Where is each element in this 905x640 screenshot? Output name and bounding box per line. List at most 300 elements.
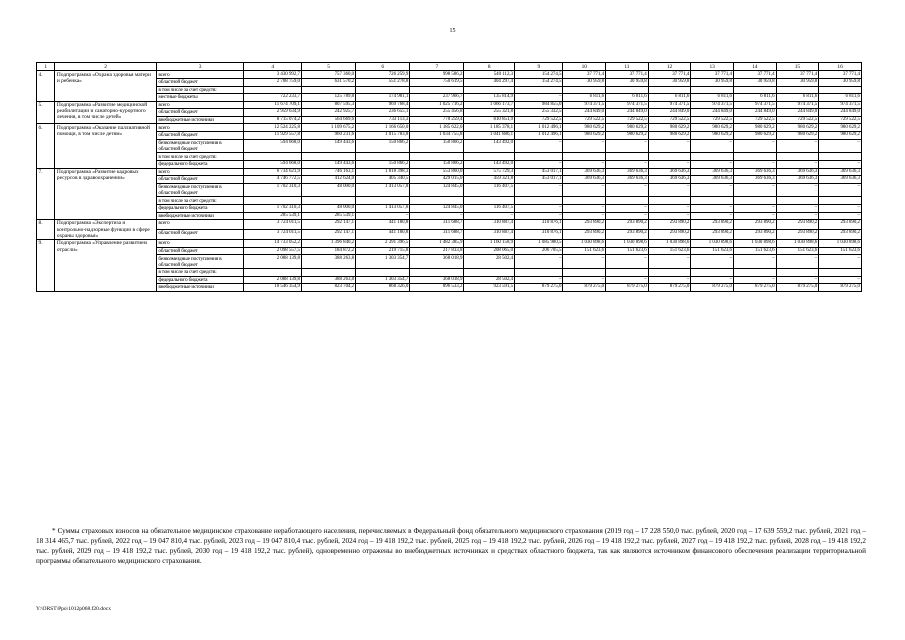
amount-cell: 124 845,0 [410,183,464,197]
table-row [37,230,862,240]
section-number: 7. [37,168,55,220]
amount-cell: 729 522,5 [648,116,691,124]
amount-cell: – [356,212,410,220]
funding-source-label: областной бюджет [156,109,244,117]
amount-cell: 293 890,2 [776,230,819,240]
amount-cell: 143 492,0 [464,160,515,168]
amount-cell: 2 088 139,8 [244,276,302,284]
amount-cell: 369 636,3 [819,176,862,184]
amount-cell: 208 065,0 [464,247,515,255]
amount-cell: 237 966,7 [410,94,464,102]
amount-cell [563,269,606,277]
table-row [37,168,862,176]
amount-cell: 125 789,8 [301,94,355,102]
amount-cell: 1 025 716,2 [410,101,464,109]
amount-cell: 6 811,6 [776,94,819,102]
amount-cell: – [606,255,649,269]
amount-cell: 823 704,2 [301,284,355,292]
amount-cell: 2 391 396,5 [356,240,410,248]
amount-cell: 729 522,5 [606,116,649,124]
amount-cell: – [563,139,606,153]
amount-cell: 6 811,6 [733,94,776,102]
amount-cell: 3 724 011,5 [244,220,302,230]
amount-cell: 293 890,2 [648,230,691,240]
amount-cell: 293 890,2 [733,230,776,240]
amount-cell [515,86,563,94]
amount-cell [563,86,606,94]
column-number-cell: 8 [464,63,515,71]
amount-cell: 293 890,2 [819,220,862,230]
amount-cell: 369 636,3 [691,168,734,176]
amount-cell: 807 595,3 [301,101,355,109]
amount-cell: 404 297,4 [464,78,515,86]
amount-cell: 1 185 622,0 [410,124,464,132]
amount-cell: 2 708 759,0 [244,78,302,86]
amount-cell: – [648,139,691,153]
amount-cell: 37 771,4 [606,71,649,79]
amount-cell: 984 855,0 [515,101,563,109]
amount-cell: 1 030 898,6 [563,240,606,248]
amount-cell [563,153,606,161]
amount-cell: 974 371,5 [819,101,862,109]
amount-cell: 896 533,2 [410,284,464,292]
amount-cell [691,269,734,277]
funding-source-label: в том числе за счет средств: [156,86,244,94]
amount-cell: 293 890,2 [691,230,734,240]
amount-cell: 974 371,5 [776,101,819,109]
amount-cell: 729 522,5 [691,116,734,124]
amount-cell: 6 734 621,9 [244,168,302,176]
amount-cell: 729 522,5 [563,116,606,124]
amount-cell [691,86,734,94]
table-row [37,139,862,153]
amount-cell: 1 030 898,6 [733,240,776,248]
amount-cell: 564 669,6 [301,116,355,124]
amount-cell [819,153,862,161]
amount-cell: – [563,212,606,220]
amount-cell: 729 522,5 [819,116,862,124]
amount-cell [648,269,691,277]
amount-cell: – [515,160,563,168]
amount-cell: 868 326,0 [356,284,410,292]
amount-cell [356,153,410,161]
amount-cell: 980 629,2 [606,124,649,132]
amount-cell: – [691,276,734,284]
amount-cell: 441 180,8 [356,230,410,240]
amount-cell [244,86,302,94]
amount-cell: 1 012 496,1 [515,124,563,132]
amount-cell: 30 959,8 [606,78,649,86]
amount-cell: – [648,183,691,197]
amount-cell: 594 668,0 [244,139,302,153]
amount-cell: 1 030 898,6 [606,240,649,248]
amount-cell: 37 771,4 [563,71,606,79]
funding-source-label: областной бюджет [156,176,244,184]
amount-cell: 310 887,4 [464,220,515,230]
amount-cell [244,197,302,205]
amount-cell [733,197,776,205]
amount-cell: 310 876,1 [515,220,563,230]
amount-cell: 368 018,9 [410,276,464,284]
column-number-cell: 13 [691,63,734,71]
amount-cell: – [563,183,606,197]
amount-cell: 974 371,5 [606,101,649,109]
amount-cell: 369 636,3 [819,168,862,176]
funding-source-label: в том числе за счет средств: [156,197,244,205]
amount-cell: 311 688,7 [410,230,464,240]
amount-cell: 154 274,5 [515,71,563,79]
amount-cell: 1 396 840,2 [301,240,355,248]
funding-source-label: внебюджетные источники [156,116,244,124]
amount-cell [776,197,819,205]
amount-cell: 974 371,5 [563,101,606,109]
column-number-cell: 11 [606,63,649,71]
amount-cell: 244 849,0 [733,109,776,117]
amount-cell: 255 321,8 [464,109,515,117]
amount-cell: 1 030 898,6 [776,240,819,248]
table-row [37,132,862,140]
funding-source-label: всего [156,168,244,176]
amount-cell: 48 000,0 [301,205,355,213]
column-number-cell: 16 [819,63,862,71]
amount-cell: 750 619,5 [410,78,464,86]
amount-cell: 733 113,3 [356,116,410,124]
amount-cell [356,86,410,94]
amount-cell: 405 340,5 [356,176,410,184]
column-number-cell: 12 [648,63,691,71]
amount-cell: 184 872,2 [301,247,355,255]
amount-cell: – [733,205,776,213]
amount-cell: 923 591,5 [464,284,515,292]
amount-cell: 244 849,0 [691,109,734,117]
amount-cell: 6 811,6 [563,94,606,102]
amount-cell: 37 771,4 [691,71,734,79]
amount-cell: 388 263,8 [301,276,355,284]
amount-cell: 28 502,4 [464,255,515,269]
amount-cell: 244 849,0 [819,109,862,117]
amount-cell: – [733,183,776,197]
amount-cell: 722 233,7 [244,94,302,102]
amount-cell: 124 845,0 [410,205,464,213]
amount-cell: 6 811,6 [606,94,649,102]
amount-cell: – [776,276,819,284]
amount-cell: 2 959 634,9 [244,109,302,117]
funding-table [36,62,862,292]
amount-cell: 149 443,6 [301,139,355,153]
amount-cell [606,153,649,161]
amount-cell: 974 371,5 [691,101,734,109]
amount-cell: 293 890,2 [563,230,606,240]
amount-cell: 879 275,0 [606,284,649,292]
amount-cell: 1 012 496,1 [515,132,563,140]
amount-cell: – [563,205,606,213]
column-number-cell: 1 [37,63,55,71]
amount-cell: 980 629,2 [819,132,862,140]
amount-cell [301,153,355,161]
amount-cell [606,86,649,94]
amount-cell: 369 636,3 [776,176,819,184]
amount-cell: 2 098 557,5 [244,247,302,255]
amount-cell: 757 360,0 [301,71,355,79]
table-row [37,78,862,86]
amount-cell: 6 811,6 [691,94,734,102]
table-row [37,124,862,132]
amount-cell: 980 629,2 [648,124,691,132]
amount-cell: 810 851,9 [464,116,515,124]
amount-cell: 242 925,7 [301,109,355,117]
amount-cell: 974 371,5 [648,101,691,109]
amount-cell: – [691,183,734,197]
amount-cell: 293 890,2 [819,230,862,240]
amount-cell: 1 413 057,8 [356,183,410,197]
funding-source-label: в том числе за счет средств: [156,153,244,161]
amount-cell: 206 705,5 [515,247,563,255]
amount-cell: – [606,205,649,213]
amount-cell: 143 492,0 [464,139,515,153]
amount-cell [464,153,515,161]
amount-cell: 244 849,0 [563,109,606,117]
amount-cell: 1 166 650,0 [356,124,410,132]
amount-cell: 412 624,0 [301,176,355,184]
amount-cell: 293 890,2 [776,220,819,230]
column-number-cell: 15 [776,63,819,71]
amount-cell: 540 112,3 [464,71,515,79]
amount-cell: 980 629,2 [563,132,606,140]
amount-cell: 151 623,6 [691,247,734,255]
table-row [37,86,862,94]
column-number-row [37,63,862,71]
amount-cell [244,269,302,277]
amount-cell [356,269,410,277]
amount-cell: 960 231,6 [301,132,355,140]
table-row [37,101,862,109]
funding-source-label: областной бюджет [156,78,244,86]
table-row [37,71,862,79]
amount-cell: 310 887,4 [464,230,515,240]
amount-cell: 980 629,2 [563,124,606,132]
amount-cell: 310 876,1 [515,230,563,240]
amount-cell: – [606,139,649,153]
funding-source-label: внебюджетные источники [156,212,244,220]
amount-cell: 12 524 225,8 [244,124,302,132]
table-row [37,255,862,269]
amount-cell [606,269,649,277]
funding-source-label: в том числе за счет средств: [156,269,244,277]
subprogram-name: Подпрограмма «Охрана здоровья матери и ребенка» [55,71,156,101]
amount-cell: – [776,160,819,168]
column-number-cell: 10 [563,63,606,71]
amount-cell: 1 303 354,7 [356,276,410,284]
amount-cell: 770 259,4 [410,116,464,124]
amount-cell: 151 623,6 [819,247,862,255]
section-number: 5. [37,101,55,124]
amount-cell: – [819,183,862,197]
amount-cell: 150 866,2 [356,160,410,168]
amount-cell: – [515,94,563,102]
amount-cell [356,197,410,205]
funding-source-label: безвозмездные поступления в областной бюджет [156,255,244,269]
amount-cell: 14 733 052,2 [244,240,302,248]
amount-cell: 285 539,1 [301,212,355,220]
amount-cell: 980 629,2 [691,132,734,140]
amount-cell: 1 160 158,9 [464,240,515,248]
amount-cell: 551 278,8 [356,78,410,86]
amount-cell [515,269,563,277]
amount-cell: 369 636,3 [606,176,649,184]
amount-cell: 388 263,8 [301,255,355,269]
amount-cell: – [606,212,649,220]
amount-cell: – [410,212,464,220]
section-number: 6. [37,124,55,168]
amount-cell: 4 746 772,5 [244,176,302,184]
column-number-cell: 7 [410,63,464,71]
funding-source-label: федерального бюджета [156,205,244,213]
amount-cell: 369 636,3 [691,176,734,184]
amount-cell: – [776,139,819,153]
amount-cell: 729 522,5 [733,116,776,124]
subprogram-name: Подпрограмма «Экспертиза и контрольно-надзорные функции в сфере охраны здоровья» [55,220,156,240]
amount-cell: 11 674 709,1 [244,101,302,109]
amount-cell: – [691,205,734,213]
amount-cell: 3 724 011,5 [244,230,302,240]
amount-cell: – [819,255,862,269]
funding-source-label: местные бюджеты [156,94,244,102]
amount-cell: 369 636,3 [648,168,691,176]
column-number-cell: 9 [515,63,563,71]
amount-cell: – [563,160,606,168]
amount-cell: 116 407,5 [464,183,515,197]
subprogram-name: Подпрограмма «Управление развитием отрасли» [55,240,156,292]
column-number-cell: 6 [356,63,410,71]
funding-source-label: областной бюджет [156,132,244,140]
amount-cell: – [733,139,776,153]
amount-cell [733,86,776,94]
amount-cell: 244 849,0 [606,109,649,117]
amount-cell: 553 860,0 [410,168,464,176]
amount-cell: 149 443,6 [301,160,355,168]
amount-cell: 980 629,2 [691,124,734,132]
amount-cell: – [648,276,691,284]
amount-cell: 369 636,3 [606,168,649,176]
amount-cell: 150 866,2 [410,160,464,168]
table-row [37,240,862,248]
amount-cell: 151 623,6 [563,247,606,255]
amount-cell: 879 275,0 [515,284,563,292]
amount-cell: 974 371,5 [733,101,776,109]
table-row [37,160,862,168]
funding-source-label: всего [156,124,244,132]
amount-cell: 980 629,2 [648,132,691,140]
amount-cell: 30 959,8 [733,78,776,86]
amount-cell [563,197,606,205]
amount-cell: – [648,205,691,213]
amount-cell: – [515,212,563,220]
funding-source-label: безвозмездные поступления в областной бюджет [156,139,244,153]
amount-cell: – [515,183,563,197]
amount-cell: 48 000,0 [301,183,355,197]
amount-cell: 879 275,0 [819,284,862,292]
amount-cell: 980 629,2 [776,124,819,132]
amount-cell: 1 034 755,8 [410,132,464,140]
funding-source-label: федерального бюджета [156,276,244,284]
amount-cell: – [515,139,563,153]
table-row [37,284,862,292]
table-row [37,247,862,255]
amount-cell: 174 981,1 [356,94,410,102]
amount-cell: – [606,160,649,168]
amount-cell: 8 715 074,2 [244,116,302,124]
amount-cell: 1 030 898,6 [691,240,734,248]
amount-cell: – [819,160,862,168]
amount-cell: 368 018,9 [410,255,464,269]
amount-cell: – [648,160,691,168]
amount-cell: 369 636,3 [563,168,606,176]
amount-cell: 293 890,2 [733,220,776,230]
amount-cell: – [733,276,776,284]
amount-cell: – [776,255,819,269]
table-row [37,94,862,102]
amount-cell [410,197,464,205]
amount-cell [301,197,355,205]
amount-cell: 1 015 783,8 [356,132,410,140]
amount-cell: 1 185 378,1 [464,124,515,132]
amount-cell [776,86,819,94]
table-row [37,197,862,205]
amount-cell: 293 890,2 [606,220,649,230]
amount-cell: 1 066 173,7 [464,101,515,109]
amount-cell: 1 085 980,5 [515,240,563,248]
funding-source-label: всего [156,101,244,109]
amount-cell [733,269,776,277]
amount-cell: 28 502,4 [464,276,515,284]
amount-cell: 10 546 354,9 [244,284,302,292]
amount-cell [648,86,691,94]
amount-cell [691,153,734,161]
funding-source-label: всего [156,71,244,79]
amount-cell: 293 890,2 [648,220,691,230]
funding-source-label: безвозмездные поступления в областной бюджет [156,183,244,197]
amount-cell [410,269,464,277]
amount-cell: 1 702 310,3 [244,205,302,213]
amount-cell: – [606,276,649,284]
amount-cell: 6 811,6 [819,94,862,102]
amount-cell [776,153,819,161]
amount-cell: – [515,255,563,269]
table-row [37,212,862,220]
funding-source-label: областной бюджет [156,247,244,255]
amount-cell: 729 522,5 [515,116,563,124]
amount-cell: 285 539,1 [244,212,302,220]
amount-cell: 441 180,8 [356,220,410,230]
amount-cell: – [563,276,606,284]
amount-cell: 1 030 898,6 [819,240,862,248]
amount-cell: 1 818 398,3 [356,168,410,176]
amount-cell: 980 629,2 [733,132,776,140]
amount-cell: 879 275,0 [776,284,819,292]
amount-cell: 369 636,3 [733,176,776,184]
amount-cell: – [776,205,819,213]
page-number: 15 [449,28,456,34]
funding-source-label: всего [156,220,244,230]
funding-source-label: федерального бюджета [156,160,244,168]
amount-cell: 135 814,9 [464,94,515,102]
amount-cell [691,197,734,205]
amount-cell: 151 623,6 [733,247,776,255]
amount-cell: – [733,160,776,168]
amount-cell: 30 959,8 [776,78,819,86]
table-row [37,183,862,197]
amount-cell: 293 890,2 [563,220,606,230]
